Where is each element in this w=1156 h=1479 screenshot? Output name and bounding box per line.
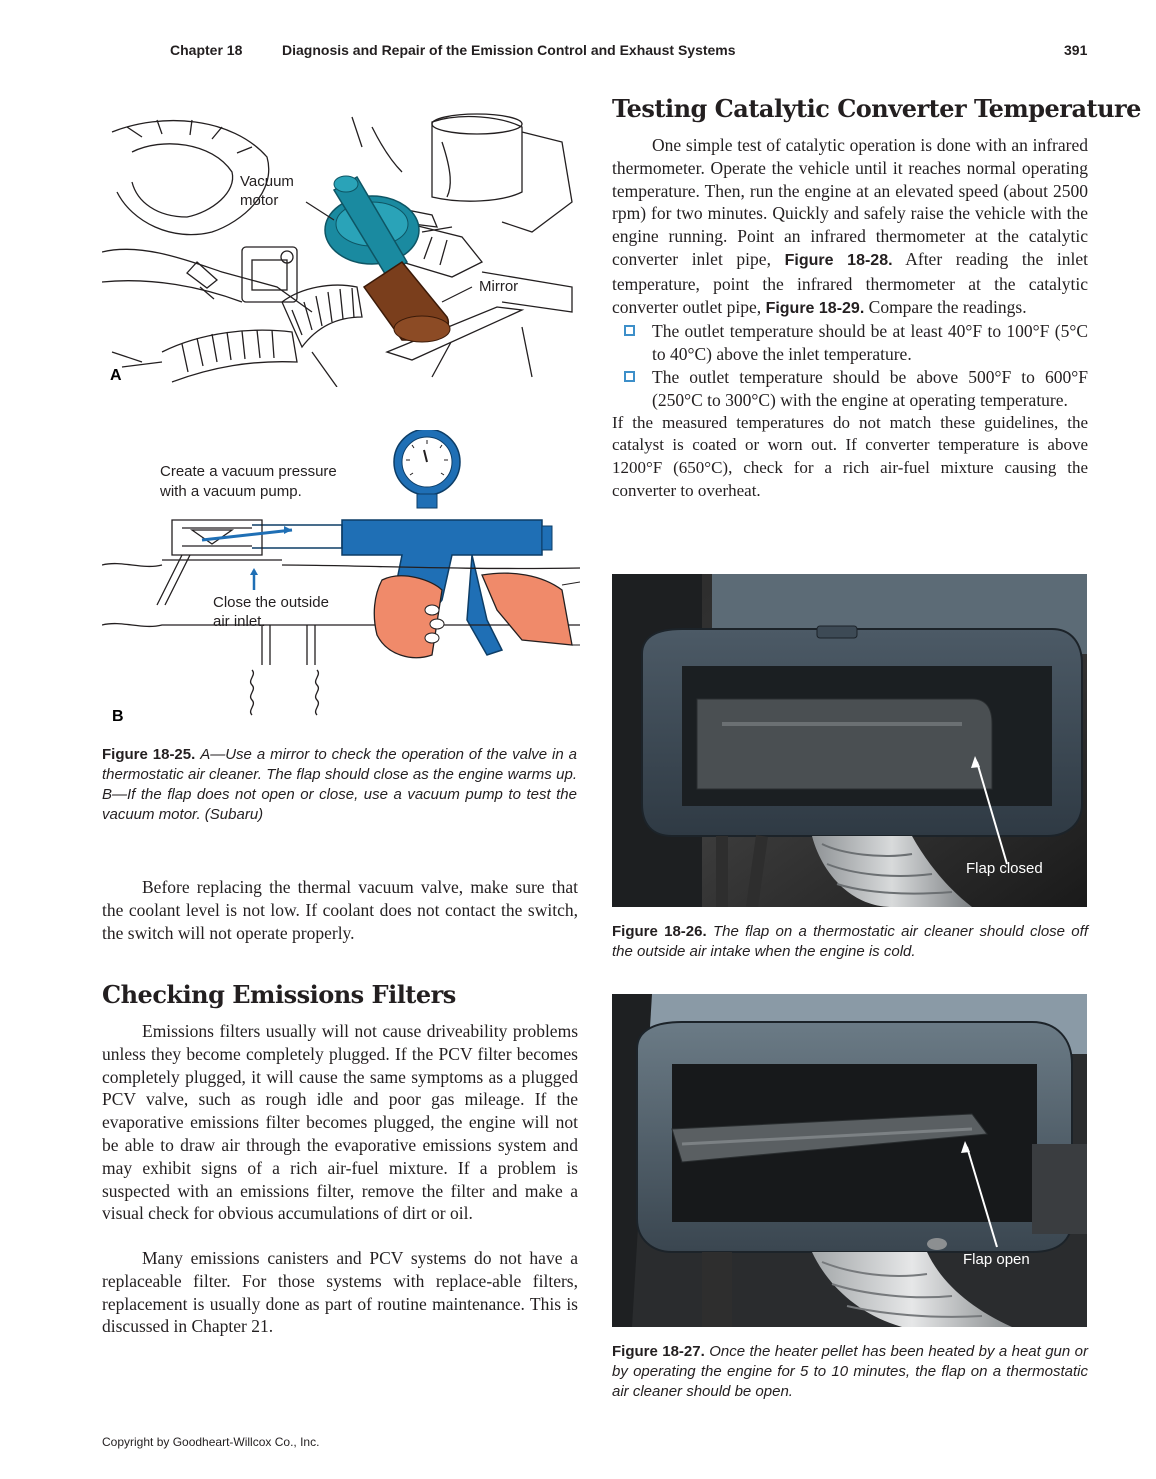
checklist-item [612, 320, 1088, 366]
paragraph-catalytic-1 [612, 134, 1088, 320]
label-a: A [110, 367, 122, 384]
heading-checking-filters: Checking Emissions Filters [102, 980, 456, 1009]
figure-18-27-caption [612, 1342, 1088, 1402]
label-close-inlet-1: Close the outside [213, 594, 329, 611]
figure-18-26-caption [612, 922, 1088, 962]
label-b: B [112, 708, 124, 725]
page-number: 391 [1064, 42, 1088, 58]
label-create-vacuum-1: Create a vacuum pressure [160, 463, 337, 480]
photo-label-flap-open: Flap open [963, 1251, 1030, 1268]
paragraph-filters-1: Emissions filters usually will not cause driveability problems unless they become completely plugged. If the PCV filter becomes completely plugged, it will cause the same symptoms as a plugged PCV valve, such as rough idle and poor gas mileage. If the evaporative emissions filter becomes plugged, the engine will not be able to draw air through the evaporative emissions system and may exhibit signs of a rich air-fuel mixture. If a problem is suspected with an emissions filter, remove the filter and make a visual check for obvious accumulations of dirt or oil. [102, 1021, 578, 1224]
caption-text: A—Use a mirror to check the operation of the valve in a thermostatic air cleaner. The flap should close as the engine warms up. B—If the flap does not open or close, use a vacuum pump to test the vacuum motor. (Subaru) [102, 746, 577, 823]
caption-number: Figure 18-26. [612, 923, 707, 940]
label-vacuum-motor-2: motor [240, 192, 279, 209]
figure-18-25-caption [102, 745, 577, 825]
photo-label-flap-closed: Flap closed [966, 860, 1043, 877]
checklist-item-text: The outlet temperature should be at least 40°F to 100°F (5°C to 40°C) above the inlet temperature. [652, 321, 1088, 365]
checklist-item [612, 366, 1088, 412]
label-vacuum-motor-1: Vacuum [240, 173, 294, 190]
caption-number: Figure 18-27. [612, 1343, 705, 1360]
ref-figure-18-29: Figure 18-29. [765, 299, 865, 317]
figure-18-25-a [102, 112, 580, 387]
caption-number: Figure 18-25. [102, 746, 196, 763]
figure-18-27-photo [612, 994, 1087, 1327]
checkbox-icon [624, 371, 635, 382]
caption-text: Once the heater pellet has been heated by a heat gun or by operating the engine for 5 to 10 minutes, the flap on a thermostatic air cleaner should be open. [612, 1343, 1088, 1400]
chapter-label: Chapter 18 [170, 42, 243, 58]
paragraph-catalytic-1c: Compare the readings. [868, 296, 1027, 317]
copyright-footer: Copyright by Goodheart-Willcox Co., Inc. [102, 1435, 320, 1449]
label-mirror: Mirror [479, 278, 519, 295]
paragraph-filters-2: Many emissions canisters and PCV systems do not have a replaceable filter. For those systems with replace-able filters, replacement is usually done as part of routine maintenance. This is discussed in Chapter 21. [102, 1248, 578, 1337]
label-create-vacuum-2: with a vacuum pump. [160, 483, 302, 500]
caption-text: The flap on a thermostatic air cleaner should close off the outside air intake when the engine is cold. [612, 923, 1088, 960]
figure-18-26-photo [612, 574, 1087, 907]
heading-catalytic-temp: Testing Catalytic Converter Temperature [612, 94, 1141, 123]
checkbox-icon [624, 325, 635, 336]
chapter-title: Diagnosis and Repair of the Emission Control and Exhaust Systems [282, 42, 736, 58]
paragraph-catalytic-1b: After reading the inlet temperature, point the infrared thermometer at the catalytic converter outlet pipe, [612, 248, 1089, 317]
checklist-item-text: The outlet temperature should be above 500°F to 600°F (250°C to 300°C) with the engine at operating temperature. [652, 366, 1088, 410]
paragraph-catalytic-2: If the measured temperatures do not match these guidelines, the catalyst is coated or worn out. If converter temperature is above 1200°F (650°C), check for a rich air-fuel mixture causing the converter to overheat. [612, 412, 1088, 500]
label-close-inlet-2: air inlet. [213, 613, 266, 630]
paragraph-thermal-valve: Before replacing the thermal vacuum valve, make sure that the coolant level is not low. If coolant does not contact the switch, the switch will not operate properly. [102, 877, 578, 943]
paragraph-catalytic-1a: One simple test of catalytic operation is done with an infrared thermometer. Operate the vehicle until it reaches normal operating temperature. Then, run the engine at an elevated speed (about 2500 rpm) for two minutes. Quickly and safely raise the vehicle with the engine running. Point an infrared thermometer at the catalytic converter inlet pipe, [612, 135, 1088, 269]
checklist [612, 320, 1088, 411]
catalytic-temp-body [612, 134, 1088, 503]
figure-18-25-b [102, 430, 580, 728]
ref-figure-18-28: Figure 18-28. [784, 251, 893, 269]
